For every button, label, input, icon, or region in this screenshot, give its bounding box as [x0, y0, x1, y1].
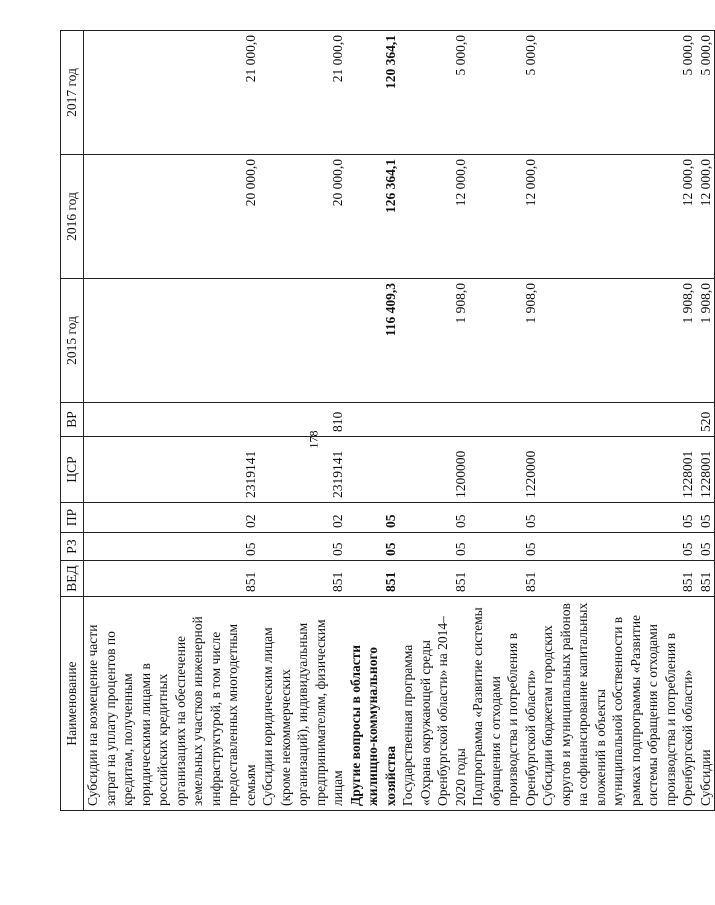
row-ved: 851: [539, 561, 697, 597]
row-2016: 12 000,0: [399, 155, 469, 279]
row-2015: 1 908,0: [539, 279, 697, 403]
table-row: [399, 31, 469, 811]
row-csr: 1220000: [469, 437, 539, 503]
row-csr: 1200000: [399, 437, 469, 503]
header-year-2015: 2015 год: [61, 279, 84, 403]
row-vr: 810: [259, 403, 347, 437]
row-2015: 116 409,3: [347, 279, 400, 403]
row-pr: 05: [539, 503, 697, 533]
row-rz: 05: [347, 533, 400, 561]
header-csr: ЦСР: [61, 437, 84, 503]
row-2016: 20 000,0: [259, 155, 347, 279]
row-csr: 1228001: [539, 437, 697, 503]
row-name: Субсидии: [697, 597, 715, 811]
row-vr: [347, 403, 400, 437]
row-rz: 05: [399, 533, 469, 561]
row-2016: 12 000,0: [697, 155, 715, 279]
row-pr: 05: [469, 503, 539, 533]
row-rz: 05: [84, 533, 260, 561]
row-ved: 851: [399, 561, 469, 597]
row-vr: [469, 403, 539, 437]
header-vr: ВР: [61, 403, 84, 437]
row-2016: 12 000,0: [539, 155, 697, 279]
header-name: Наименование: [61, 597, 84, 811]
row-csr: 2319141: [84, 437, 260, 503]
table-row: [84, 31, 260, 811]
row-pr: 05: [697, 503, 715, 533]
row-2016: 20 000,0: [84, 155, 260, 279]
row-name: Государственная программа «Охрана окружающей среды Оренбургской области» на 2014–2020 годы: [399, 597, 469, 811]
row-2017: 120 364,1: [347, 31, 400, 155]
row-2015: [84, 279, 260, 403]
row-2016: 126 364,1: [347, 155, 400, 279]
page-number: 178: [306, 430, 321, 449]
row-pr: 02: [84, 503, 260, 533]
row-rz: 05: [539, 533, 697, 561]
row-csr: [347, 437, 400, 503]
header-rz: РЗ: [61, 533, 84, 561]
row-name: Подпрограмма «Развитие системы обращения с отходами производства и потребления в Оренбургской области»: [469, 597, 539, 811]
row-csr: 2319141: [259, 437, 347, 503]
row-2017: 5 000,0: [697, 31, 715, 155]
row-2017: 21 000,0: [84, 31, 260, 155]
header-year-2017: 2017 год: [61, 31, 84, 155]
row-name: Субсидии на возмещение части затрат на уплату процентов по кредитам, полученным юридическими лицами в российских кредитных организациях на обеспечение земельных участков инженерной инфраструктурой, в том числе предоставленных многодетным семьям: [84, 597, 260, 811]
row-vr: 520: [697, 403, 715, 437]
row-pr: 05: [347, 503, 400, 533]
row-2016: 12 000,0: [469, 155, 539, 279]
table-row: [469, 31, 539, 811]
row-ved: 851: [469, 561, 539, 597]
row-rz: 05: [697, 533, 715, 561]
header-pr: ПР: [61, 503, 84, 533]
row-2015: 1 908,0: [697, 279, 715, 403]
row-2015: 1 908,0: [469, 279, 539, 403]
row-2017: 5 000,0: [399, 31, 469, 155]
table-header-row: [61, 31, 84, 811]
row-2017: 5 000,0: [469, 31, 539, 155]
table-row-section-total: [347, 31, 400, 811]
row-vr: [84, 403, 260, 437]
row-2017: 5 000,0: [539, 31, 697, 155]
row-name: Другие вопросы в области жилищно-коммунального хозяйства: [347, 597, 400, 811]
row-name: Субсидии юридическим лицам (кроме некоммерческих организаций), индивидуальным предпринимателям, физическим лицам: [259, 597, 347, 811]
budget-table: [60, 30, 715, 811]
row-2015: [259, 279, 347, 403]
rotated-page-content: [60, 31, 713, 811]
row-name: Субсидии бюджетам городских округов и муниципальных районов на софинансирование капитальных вложений в объекты муниципальной собственности в рамках подпрограммы «Развитие системы обращения с отходами производства и потребления в Оренбургской области»: [539, 597, 697, 811]
row-2015: 1 908,0: [399, 279, 469, 403]
row-ved: 851: [347, 561, 400, 597]
header-year-2016: 2016 год: [61, 155, 84, 279]
table-row: [697, 31, 715, 811]
row-2017: 21 000,0: [259, 31, 347, 155]
row-pr: 05: [399, 503, 469, 533]
row-vr: [539, 403, 697, 437]
header-ved: ВЕД: [61, 561, 84, 597]
row-ved: 851: [697, 561, 715, 597]
row-ved: 851: [259, 561, 347, 597]
row-csr: 1228001: [697, 437, 715, 503]
row-rz: 05: [259, 533, 347, 561]
row-pr: 02: [259, 503, 347, 533]
table-row: [539, 31, 697, 811]
table-row: [259, 31, 347, 811]
row-rz: 05: [469, 533, 539, 561]
row-ved: 851: [84, 561, 260, 597]
row-vr: [399, 403, 469, 437]
